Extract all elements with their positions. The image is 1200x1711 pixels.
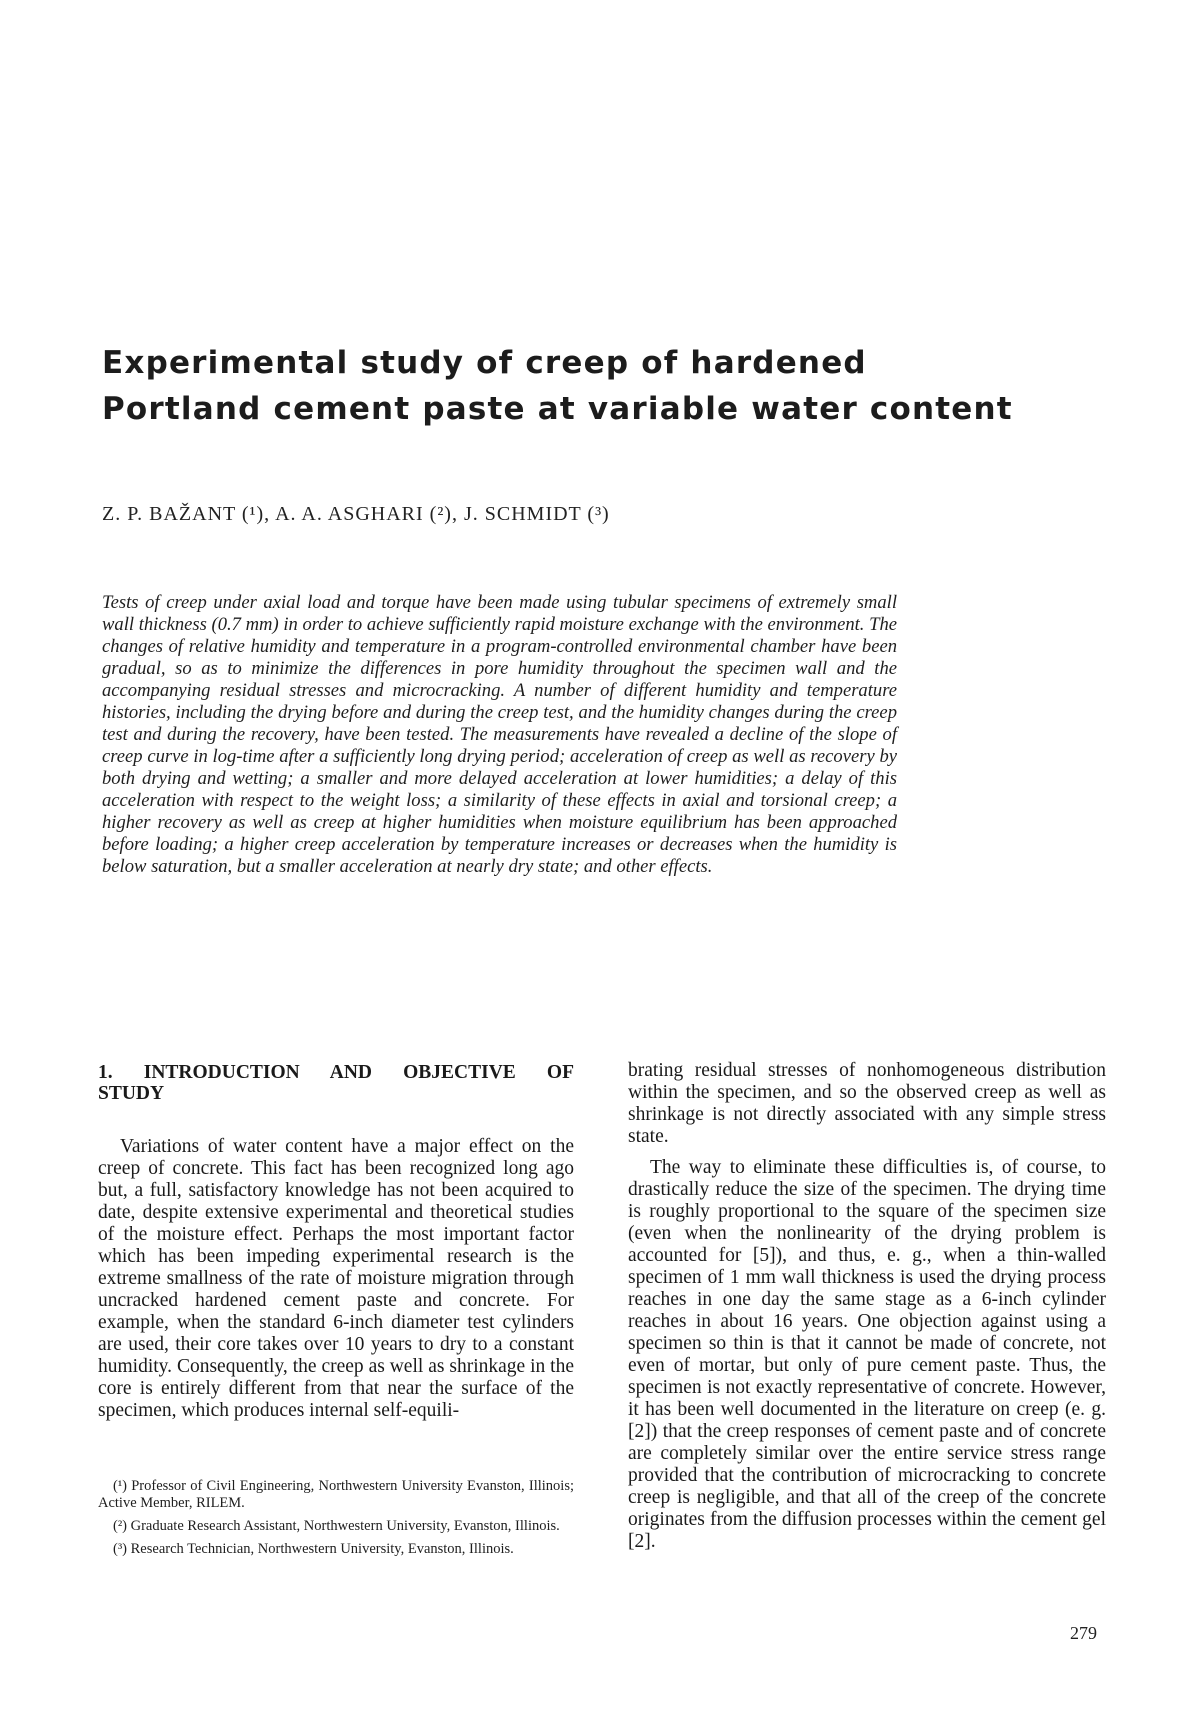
paper-title [102,340,1102,432]
section-heading-line-1: 1. INTRODUCTION AND OBJECTIVE OF [98,1062,574,1083]
author-list: Z. P. BAŽANT (¹), A. A. ASGHARI (²), J. SCHMIDT (³) [102,503,610,525]
footnote-1: (¹) Professor of Civil Engineering, Northwestern University Evanston, Illinois; Active Member, RILEM. [98,1478,574,1511]
section-heading-line-2: STUDY [98,1083,165,1104]
abstract: Tests of creep under axial load and torque have been made using tubular specimens of extremely small wall thickness (0.7 mm) in order to achieve sufficiently rapid moisture exchange with the environment. The changes of relative humidity and temperature in a program-controlled environmental chamber have been gradual, so as to minimize the differences in pore humidity throughout the specimen wall and the accompanying residual stresses and microcracking. A number of different humidity and temperature histories, including the drying before and during the creep test, and the humidity changes during the creep test and during the recovery, have been tested. The measurements have revealed a decline of the slope of creep curve in log-time after a sufficiently long drying period; acceleration of creep as well as recovery by both drying and wetting; a smaller and more delayed acceleration at lower humidities; a delay of this acceleration with respect to the weight loss; a similarity of these effects in axial and torsional creep; a higher recovery as well as creep at higher humidities when moisture equilibrium has been approached before loading; a higher creep acceleration by temperature increases or decreases when the humidity is below saturation, but a smaller acceleration at nearly dry state; and other effects. [102,592,897,877]
section-heading [98,1062,574,1104]
left-column [98,1062,574,1422]
paper-title-line-2: Portland cement paste at variable water content [102,391,1013,427]
body-paragraph: Variations of water content have a major effect on the creep of concrete. This fact has been recognized long ago but, a full, satisfactory knowledge has not been acquired to date, despite extensive experimental and theoretical studies of the moisture effect. Perhaps the most important factor which has been impeding experimental research is the extreme smallness of the rate of moisture migration through uncracked hardened cement paste and concrete. For example, when the standard 6-inch diameter test cylinders are used, their core takes over 10 years to dry to a constant humidity. Consequently, the creep as well as shrinkage in the core is entirely different from that near the surface of the specimen, which produces internal self-equili- [98,1136,574,1421]
page-number: 279 [1070,1623,1097,1643]
body-paragraph: The way to eliminate these difficulties is, of course, to drastically reduce the size of the specimen. The drying time is roughly proportional to the square of the specimen size (even when the nonlinearity of the drying problem is accounted for [5]), and thus, e. g., when a thin-walled specimen of 1 mm wall thickness is used the drying process reaches in one day the same stage as a 6-inch cylinder reaches in about 16 years. One objection against using a specimen so thin is that it cannot be made of concrete, not even of mortar, but only of pure cement paste. Thus, the specimen is not exactly representative of concrete. However, it has been well documented in the literature on creep (e. g. [2]) that the creep responses of cement paste and of concrete are completely similar over the entire service stress range provided that the contribution of microcracking to concrete creep is negligible, and that all of the creep of the concrete originates from the diffusion processes within the cement gel [2]. [628,1157,1106,1552]
footnote-2: (²) Graduate Research Assistant, Northwestern University, Evanston, Illinois. [113,1518,560,1534]
right-column [628,1060,1106,1553]
footnote-3: (³) Research Technician, Northwestern University, Evanston, Illinois. [113,1541,514,1557]
body-paragraph: brating residual stresses of nonhomogeneous distribution within the specimen, and so the observed creep as well as shrinkage is not directly associated with any simple stress state. [628,1060,1106,1147]
paper-title-line-1: Experimental study of creep of hardened [102,345,867,381]
footnotes [98,1478,574,1564]
